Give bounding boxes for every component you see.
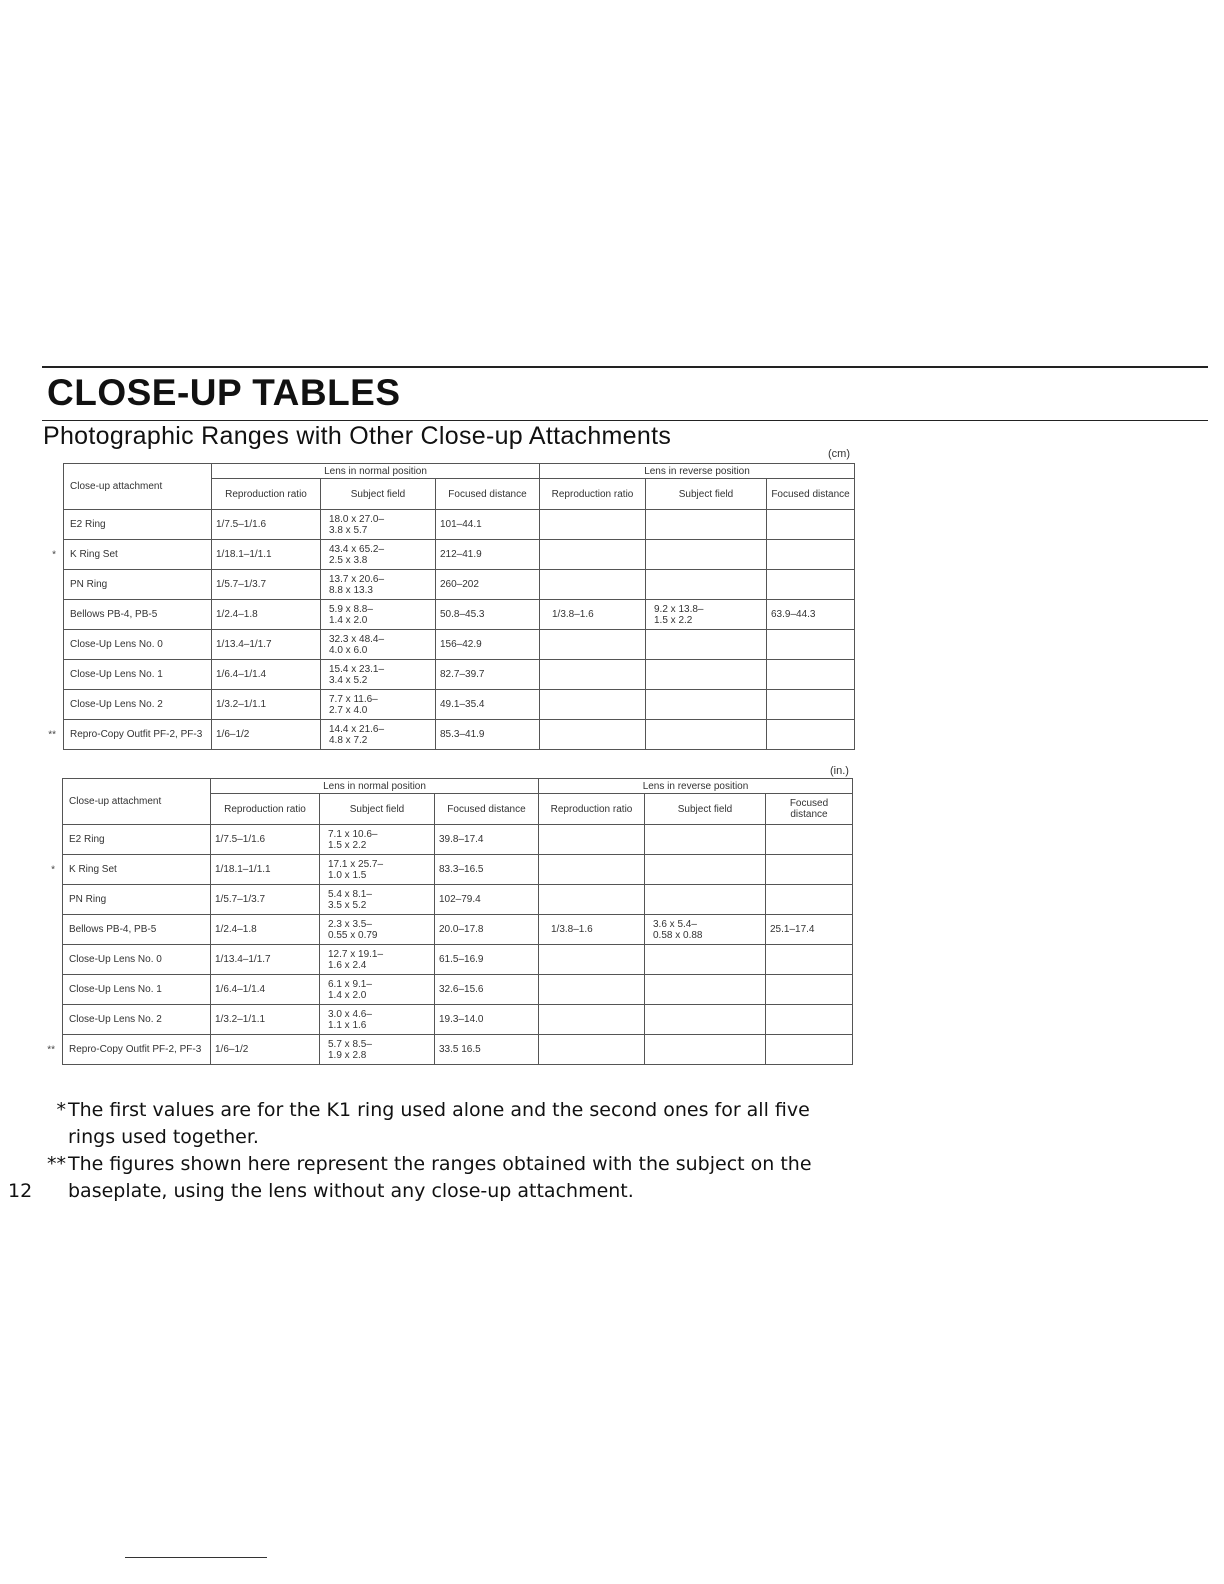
attachment-cell: [48, 720, 212, 750]
footnote-single-star: [42, 1097, 942, 1151]
col-ratio-header: Reproduction ratio: [539, 794, 645, 825]
reverse-field-cell: [645, 945, 766, 975]
normal-ratio-cell: 1/6–1/2: [212, 720, 321, 750]
normal-ratio-cell: 1/5.7–1/3.7: [211, 885, 320, 915]
normal-distance-cell: 20.0–17.8: [435, 915, 539, 945]
reverse-field-cell: [645, 825, 766, 855]
normal-distance-cell: 212–41.9: [436, 540, 540, 570]
reverse-ratio-cell: [540, 540, 646, 570]
reverse-ratio-cell: [540, 720, 646, 750]
reverse-distance-cell: 25.1–17.4: [766, 915, 853, 945]
reverse-ratio-cell: [540, 630, 646, 660]
attachment-name: Repro-Copy Outfit PF-2, PF-3: [70, 729, 203, 740]
normal-field-cell: [321, 510, 436, 540]
attachment-cell: [52, 540, 212, 570]
field-line: 2.7 x 4.0: [329, 704, 368, 716]
normal-ratio-cell: 1/3.2–1/1.1: [211, 1005, 320, 1035]
reverse-ratio-cell: [539, 825, 645, 855]
group-normal-header: Lens in normal position: [211, 779, 539, 794]
attachment-cell: [64, 630, 212, 660]
attachment-name: K Ring Set: [69, 864, 117, 875]
normal-distance-cell: 39.8–17.4: [435, 825, 539, 855]
normal-ratio-cell: 1/13.4–1/1.7: [211, 945, 320, 975]
page-number: 12: [8, 1180, 33, 1202]
normal-field-cell: [321, 600, 436, 630]
reverse-ratio-cell: [539, 885, 645, 915]
field-line: 17.1 x 25.7–: [328, 858, 384, 870]
field-line: 5.7 x 8.5–: [328, 1038, 372, 1050]
table-row: [63, 1005, 853, 1035]
attachment-cell: [63, 975, 211, 1005]
attachment-name: Bellows PB-4, PB-5: [70, 609, 158, 620]
reverse-ratio-cell: 1/3.8–1.6: [540, 600, 646, 630]
field-line: 4.8 x 7.2: [329, 734, 368, 746]
reverse-distance-cell: [767, 630, 855, 660]
attachment-name: PN Ring: [69, 894, 107, 905]
normal-distance-cell: 33.5 16.5: [435, 1035, 539, 1065]
reverse-ratio-cell: [540, 510, 646, 540]
attachment-cell: [63, 885, 211, 915]
attachment-name: Close-Up Lens No. 0: [69, 954, 162, 965]
reverse-field-cell: [646, 600, 767, 630]
reverse-ratio-cell: 1/3.8–1.6: [539, 915, 645, 945]
col-ratio-header: Reproduction ratio: [540, 479, 646, 510]
reverse-ratio-cell: [540, 570, 646, 600]
normal-field-cell: [321, 630, 436, 660]
normal-ratio-cell: 1/7.5–1/1.6: [211, 825, 320, 855]
reverse-field-cell: [646, 660, 767, 690]
table-row: [64, 690, 855, 720]
normal-ratio-cell: 1/13.4–1/1.7: [212, 630, 321, 660]
reverse-distance-cell: [767, 720, 855, 750]
attachment-name: Close-Up Lens No. 1: [69, 984, 162, 995]
reverse-ratio-cell: [539, 1035, 645, 1065]
footnote-double-star: [42, 1151, 942, 1205]
normal-field-cell: [321, 720, 436, 750]
normal-ratio-cell: 1/3.2–1/1.1: [212, 690, 321, 720]
attachment-cell: [63, 945, 211, 975]
footnote-mark: *: [52, 549, 56, 560]
attachment-name: K Ring Set: [70, 549, 118, 560]
col-distance-header: Focused distance: [435, 794, 539, 825]
normal-field-cell: [321, 690, 436, 720]
normal-distance-cell: 83.3–16.5: [435, 855, 539, 885]
attachment-cell: [64, 600, 212, 630]
footnote-symbol: **: [47, 1153, 66, 1175]
field-line: 3.8 x 5.7: [329, 524, 368, 536]
normal-distance-cell: 260–202: [436, 570, 540, 600]
field-line: 2.3 x 3.5–: [328, 918, 372, 930]
footnote-text-line: The figures shown here represent the ranges obtained with the subject on the: [68, 1153, 812, 1175]
reverse-field-cell: [646, 720, 767, 750]
table-row: [64, 540, 855, 570]
reverse-distance-cell: [766, 855, 853, 885]
group-normal-header: Lens in normal position: [212, 464, 540, 479]
field-line: 3.0 x 4.6–: [328, 1008, 372, 1020]
table-row: [64, 720, 855, 750]
footnote-text-line: The first values are for the K1 ring used alone and the second ones for all five: [68, 1099, 810, 1121]
field-line: 1.9 x 2.8: [328, 1049, 367, 1061]
attachment-cell: [64, 660, 212, 690]
table-row: [63, 855, 853, 885]
attachment-name: PN Ring: [70, 579, 108, 590]
reverse-field-cell: [645, 885, 766, 915]
field-line: 1.4 x 2.0: [328, 989, 367, 1001]
title-rule: [42, 420, 1208, 421]
table-row: [64, 630, 855, 660]
col-attachment-header: Close-up attachment: [64, 464, 212, 510]
reverse-ratio-cell: [540, 690, 646, 720]
reverse-field-cell: [646, 630, 767, 660]
attachment-cell: [63, 915, 211, 945]
footnote-symbol: *: [56, 1099, 66, 1121]
reverse-ratio-cell: [539, 855, 645, 885]
reverse-field-cell: [645, 915, 766, 945]
field-line: 0.58 x 0.88: [653, 929, 703, 941]
normal-field-cell: [320, 1035, 435, 1065]
reverse-distance-cell: [767, 570, 855, 600]
field-line: 32.3 x 48.4–: [329, 633, 385, 645]
reverse-distance-cell: [766, 975, 853, 1005]
attachment-cell: [47, 1035, 211, 1065]
field-line: 3.4 x 5.2: [329, 674, 368, 686]
normal-distance-cell: 61.5–16.9: [435, 945, 539, 975]
attachment-cell: [64, 570, 212, 600]
reverse-distance-cell: [767, 690, 855, 720]
attachment-name: Close-Up Lens No. 2: [70, 699, 163, 710]
normal-field-cell: [320, 975, 435, 1005]
attachment-name: Bellows PB-4, PB-5: [69, 924, 157, 935]
normal-distance-cell: 50.8–45.3: [436, 600, 540, 630]
table-row: [63, 975, 853, 1005]
col-field-header: Subject field: [646, 479, 767, 510]
page-subtitle: Photographic Ranges with Other Close-up Attachments: [43, 422, 672, 450]
reverse-distance-cell: [766, 945, 853, 975]
reverse-distance-cell: [767, 660, 855, 690]
attachment-cell: [64, 690, 212, 720]
field-line: 3.5 x 5.2: [328, 899, 367, 911]
reverse-field-cell: [645, 855, 766, 885]
normal-field-cell: [320, 825, 435, 855]
reverse-distance-cell: [766, 825, 853, 855]
normal-distance-cell: 32.6–15.6: [435, 975, 539, 1005]
normal-field-cell: [321, 540, 436, 570]
col-attachment-header: Close-up attachment: [63, 779, 211, 825]
footnote-mark: **: [48, 729, 56, 740]
col-field-header: Subject field: [320, 794, 435, 825]
footnote-mark: *: [51, 864, 55, 875]
field-line: 1.4 x 2.0: [329, 614, 368, 626]
attachment-cell: [63, 1005, 211, 1035]
table-row: [64, 510, 855, 540]
bottom-rule: [125, 1557, 267, 1558]
reverse-ratio-cell: [539, 945, 645, 975]
normal-field-cell: [321, 660, 436, 690]
reverse-ratio-cell: [539, 975, 645, 1005]
field-line: 15.4 x 23.1–: [329, 663, 385, 675]
unit-label-in: (in.): [830, 765, 849, 777]
reverse-distance-cell: [766, 1005, 853, 1035]
reverse-field-cell: [645, 1005, 766, 1035]
page-title: CLOSE-UP TABLES: [47, 372, 401, 413]
normal-distance-cell: 19.3–14.0: [435, 1005, 539, 1035]
col-ratio-header: Reproduction ratio: [211, 794, 320, 825]
normal-ratio-cell: 1/5.7–1/3.7: [212, 570, 321, 600]
normal-ratio-cell: 1/18.1–1/1.1: [211, 855, 320, 885]
field-line: 13.7 x 20.6–: [329, 573, 385, 585]
normal-ratio-cell: 1/6.4–1/1.4: [211, 975, 320, 1005]
table-row: [63, 945, 853, 975]
table-in: [47, 778, 853, 1065]
reverse-distance-cell: [767, 510, 855, 540]
reverse-field-cell: [645, 1035, 766, 1065]
field-line: 4.0 x 6.0: [329, 644, 368, 656]
attachment-cell: [64, 510, 212, 540]
normal-ratio-cell: 1/18.1–1/1.1: [212, 540, 321, 570]
table-body-cm: [48, 510, 855, 750]
field-line: 1.0 x 1.5: [328, 869, 367, 881]
table-cm: [48, 463, 855, 750]
field-line: 14.4 x 21.6–: [329, 723, 385, 735]
reverse-distance-cell: [766, 885, 853, 915]
field-line: 43.4 x 65.2–: [329, 543, 385, 555]
col-distance-header: Focused distance: [766, 794, 853, 825]
normal-field-cell: [320, 855, 435, 885]
field-line: 7.1 x 10.6–: [328, 828, 378, 840]
normal-field-cell: [320, 945, 435, 975]
attachment-name: E2 Ring: [70, 519, 106, 530]
field-line: 2.5 x 3.8: [329, 554, 368, 566]
reverse-field-cell: [646, 510, 767, 540]
group-reverse-header: Lens in reverse position: [539, 779, 853, 794]
normal-field-cell: [321, 570, 436, 600]
field-line: 1.5 x 2.2: [654, 614, 693, 626]
table-row: [63, 825, 853, 855]
table-row: [63, 915, 853, 945]
normal-field-cell: [320, 1005, 435, 1035]
field-line: 1.5 x 2.2: [328, 839, 367, 851]
field-line: 1.1 x 1.6: [328, 1019, 367, 1031]
normal-distance-cell: 101–44.1: [436, 510, 540, 540]
normal-distance-cell: 102–79.4: [435, 885, 539, 915]
normal-distance-cell: 82.7–39.7: [436, 660, 540, 690]
field-line: 5.4 x 8.1–: [328, 888, 372, 900]
attachment-name: Close-Up Lens No. 1: [70, 669, 163, 680]
normal-ratio-cell: 1/2.4–1.8: [211, 915, 320, 945]
table-row: [64, 660, 855, 690]
attachment-name: E2 Ring: [69, 834, 105, 845]
field-line: 0.55 x 0.79: [328, 929, 378, 941]
group-reverse-header: Lens in reverse position: [540, 464, 855, 479]
reverse-distance-cell: 63.9–44.3: [767, 600, 855, 630]
col-distance-header: Focused distance: [436, 479, 540, 510]
table-row: [64, 600, 855, 630]
normal-ratio-cell: 1/7.5–1/1.6: [212, 510, 321, 540]
reverse-distance-cell: [766, 1035, 853, 1065]
attachment-name: Close-Up Lens No. 0: [70, 639, 163, 650]
reverse-distance-cell: [767, 540, 855, 570]
field-line: 7.7 x 11.6–: [329, 693, 378, 705]
attachment-name: Close-Up Lens No. 2: [69, 1014, 162, 1025]
reverse-field-cell: [645, 975, 766, 1005]
table-body-in: [47, 825, 853, 1065]
col-distance-header: Focused distance: [767, 479, 855, 510]
reverse-ratio-cell: [539, 1005, 645, 1035]
normal-field-cell: [320, 885, 435, 915]
attachment-cell: [51, 855, 211, 885]
footnote-text-line: baseplate, using the lens without any close-up attachment.: [68, 1180, 634, 1202]
footnote-mark: **: [47, 1044, 55, 1055]
reverse-ratio-cell: [540, 660, 646, 690]
normal-distance-cell: 49.1–35.4: [436, 690, 540, 720]
normal-distance-cell: 156–42.9: [436, 630, 540, 660]
reverse-field-cell: [646, 540, 767, 570]
field-line: 5.9 x 8.8–: [329, 603, 373, 615]
field-line: 6.1 x 9.1–: [328, 978, 372, 990]
field-line: 3.6 x 5.4–: [653, 918, 697, 930]
normal-ratio-cell: 1/2.4–1.8: [212, 600, 321, 630]
col-ratio-header: Reproduction ratio: [212, 479, 321, 510]
col-field-header: Subject field: [321, 479, 436, 510]
col-field-header: Subject field: [645, 794, 766, 825]
normal-field-cell: [320, 915, 435, 945]
table-row: [63, 1035, 853, 1065]
field-line: 18.0 x 27.0–: [329, 513, 385, 525]
normal-distance-cell: 85.3–41.9: [436, 720, 540, 750]
normal-ratio-cell: 1/6.4–1/1.4: [212, 660, 321, 690]
attachment-name: Repro-Copy Outfit PF-2, PF-3: [69, 1044, 202, 1055]
attachment-cell: [63, 825, 211, 855]
reverse-field-cell: [646, 690, 767, 720]
top-rule: [42, 366, 1208, 368]
field-line: 1.6 x 2.4: [328, 959, 367, 971]
field-line: 8.8 x 13.3: [329, 584, 373, 596]
field-line: 12.7 x 19.1–: [328, 948, 384, 960]
reverse-field-cell: [646, 570, 767, 600]
field-line: 9.2 x 13.8–: [654, 603, 704, 615]
unit-label-cm: (cm): [828, 448, 850, 460]
normal-ratio-cell: 1/6–1/2: [211, 1035, 320, 1065]
footnote-text-line: rings used together.: [68, 1126, 259, 1148]
table-row: [64, 570, 855, 600]
table-row: [63, 885, 853, 915]
